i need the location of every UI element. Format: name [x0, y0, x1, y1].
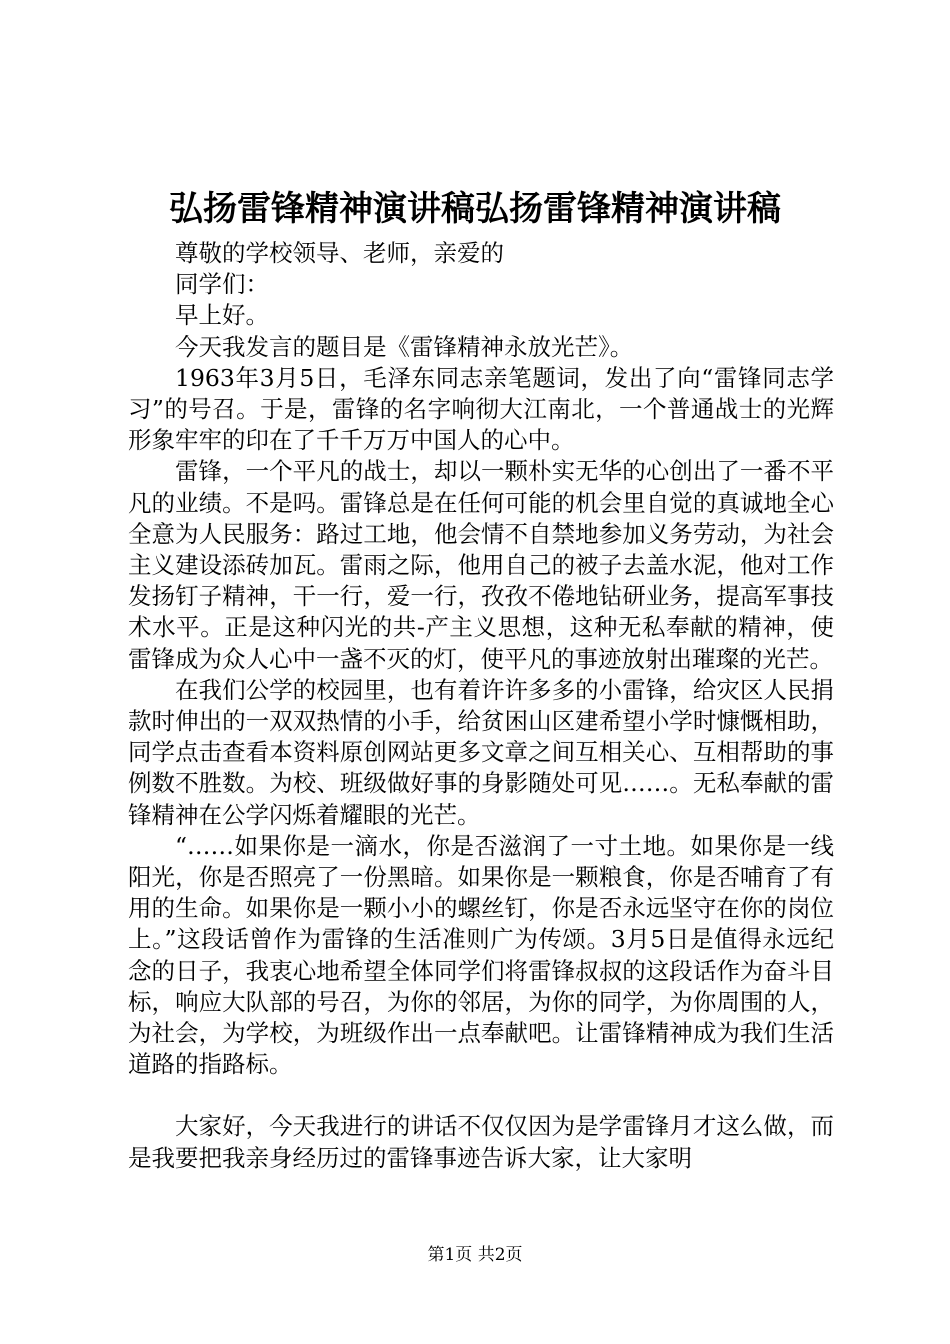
document-title: 弘扬雷锋精神演讲稿弘扬雷锋精神演讲稿 [169, 189, 781, 229]
paragraph-salutation: 尊敬的学校领导、老师，亲爱的 [175, 239, 504, 267]
paragraph-addressee: 同学们： [175, 270, 269, 299]
page-number-footer: 第1页 共2页 [427, 1245, 523, 1265]
paragraph-quote: “……如果你是一滴水，你是否滋润了一寸土地。如果你是一线阳光，你是否照亮了一份黑暗。如果你是一颗粮食，你是否哺育了有用的生命。如果你是一颗小小的螺丝钉，你是否永远坚守在你的岗位上。”这段话曾作为雷锋的生活准则广为传颂。3月5日是值得永远纪念的日子，我衷心地希望全体同学们将雷锋叔叔的这段话作为奋斗目标，响应大队部的号召，为你的邻居，为你的同学，为你周围的人，为社会，为学校，为班级作出一点奉献吧。让雷锋精神成为我们生活道路的指路标。 [128, 831, 834, 1079]
paragraph-topic: 今天我发言的题目是《雷锋精神永放光芒》。 [175, 332, 634, 361]
paragraph-second-speech: 大家好，今天我进行的讲话不仅仅因为是学雷锋月才这么做，而是我要把我亲身经历过的雷锋事迹告诉大家，让大家明 [128, 1112, 834, 1172]
paragraph-history: 1963年3月5日，毛泽东同志亲笔题词，发出了向“雷锋同志学习”的号召。于是，雷锋的名字响彻大江南北，一个普通战士的光辉形象牢牢的印在了千千万万中国人的心中。 [128, 363, 834, 455]
document-body [128, 238, 834, 1174]
paragraph-campus: 在我们公学的校园里，也有着许许多多的小雷锋，给灾区人民捐款时伸出的一双双热情的小手，给贫困山区建希望小学时慷慨相助，同学点击查看本资料原创网站更多文章之间互相关心、互相帮助的事例数不胜数。为校、班级做好事的身影随处可见……。无私奉献的雷锋精神在公学闪烁着耀眼的光芒。 [128, 675, 834, 829]
paragraph-greeting: 早上好。 [175, 301, 269, 330]
paragraph-deeds: 雷锋，一个平凡的战士，却以一颗朴实无华的心创出了一番不平凡的业绩。不是吗。雷锋总是在任何可能的机会里自觉的真诚地全心全意为人民服务：路过工地，他会情不自禁地参加义务劳动，为社会主义建设添砖加瓦。雷雨之际，他用自己的被子去盖水泥，他对工作发扬钉子精神，干一行，爱一行，孜孜不倦地钻研业务，提高军事技术水平。正是这种闪光的共-产主义思想，这种无私奉献的精神，使雷锋成为众人心中一盏不灭的灯，使平凡的事迹放射出璀璨的光芒。 [128, 457, 834, 673]
